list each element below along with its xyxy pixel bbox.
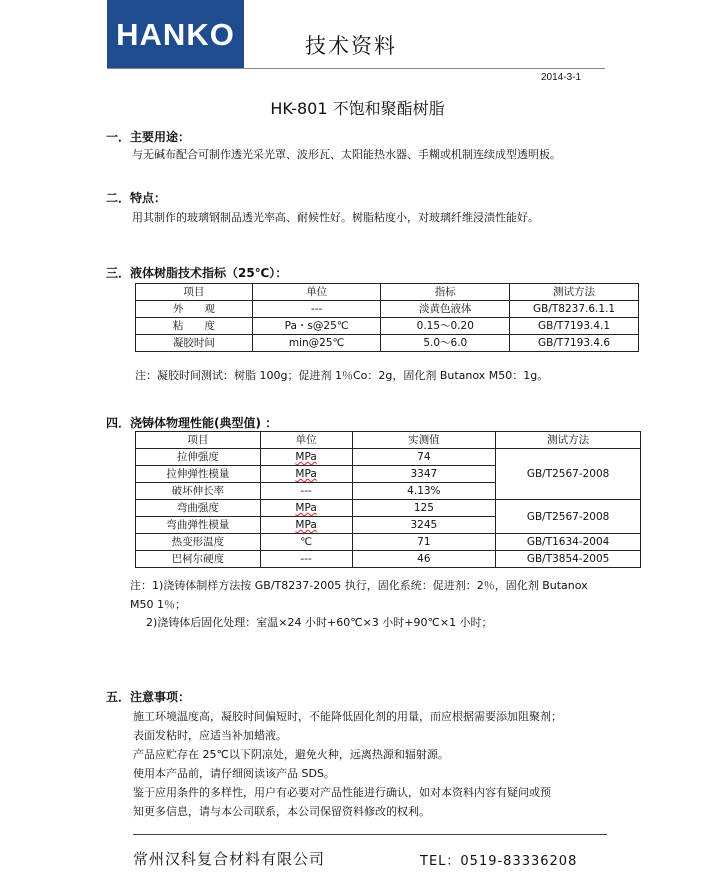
table-header-row: [136, 432, 641, 449]
table-row: [136, 551, 641, 568]
document-date: 2014-3-1: [541, 72, 582, 83]
section-4-note-2: 2)浇铸体后固化处理：室温×24 小时+60℃×3 小时+90℃×1 小时；: [146, 616, 493, 629]
unit-text: MPa: [295, 502, 317, 514]
table-row: [136, 335, 639, 352]
header-unit: 单位: [260, 432, 352, 449]
table-header-row: [136, 284, 639, 301]
cell-unit: ---: [260, 483, 352, 500]
header-method: 测试方法: [510, 284, 639, 301]
product-title: HK-801 不饱和聚酯树脂: [270, 99, 445, 118]
cell-unit: min@25℃: [252, 335, 381, 352]
cell-method: GB/T2567-2008: [496, 449, 641, 500]
table-row: [136, 301, 639, 318]
cell-item: 外 观: [136, 301, 253, 318]
section-5-title: 五．注意事项：: [106, 690, 191, 704]
section-3-title: 三．液体树脂技术指标（25℃）：: [106, 266, 288, 280]
cell-method: GB/T8237.6.1.1: [510, 301, 639, 318]
notice-line: 使用本产品前，请仔细阅读该产品 SDS。: [133, 767, 335, 780]
cell-unit: ---: [260, 551, 352, 568]
cell-unit: ℃: [260, 534, 352, 551]
notice-line: 知更多信息，请与本公司联系，本公司保留资料修改的权利。: [133, 805, 430, 818]
cell-item: 弯曲强度: [136, 500, 261, 517]
notice-line: 表面发粘时，应适当补加蜡液。: [133, 729, 287, 742]
notice-line: 产品应贮存在 25℃以下阴凉处，避免火种，远离热源和辐射源。: [133, 748, 449, 761]
company-phone: TEL：0519-83336208: [420, 854, 578, 869]
section-4-note-1-cont: M50 1％；: [130, 598, 186, 611]
cell-unit: [260, 517, 352, 534]
cell-item: 粘 度: [136, 318, 253, 335]
section-2-title: 二．特点：: [106, 191, 167, 205]
section-2-body: 用其制作的玻璃钢制品透光率高、耐候性好。树脂粘度小，对玻璃纤维浸渍性能好。: [132, 211, 539, 224]
header-value: 实测值: [352, 432, 496, 449]
table-row: [136, 449, 641, 466]
cell-method: GB/T2567-2008: [496, 500, 641, 534]
cell-item: 拉伸弹性模量: [136, 466, 261, 483]
cell-item: 热变形温度: [136, 534, 261, 551]
header-divider: [107, 68, 605, 69]
unit-text: MPa: [295, 519, 317, 531]
notice-line: 施工环境温度高，凝胶时间偏短时，不能降低固化剂的用量，而应根据需要添加阻聚剂；: [133, 710, 562, 723]
cell-value: 71: [352, 534, 496, 551]
hanko-logo: HANKO: [107, 0, 244, 69]
cell-method: GB/T1634-2004: [496, 534, 641, 551]
cell-unit: ---: [252, 301, 381, 318]
notice-line: 鉴于应用条件的多样性，用户有必要对产品性能进行确认，如对本资料内容有疑问或预: [133, 786, 551, 799]
header-unit: 单位: [252, 284, 381, 301]
cell-spec: 0.15～0.20: [381, 318, 510, 335]
unit-text: MPa: [295, 468, 317, 480]
cast-properties-table: [135, 431, 641, 568]
company-name: 常州汉科复合材料有限公司: [133, 850, 326, 868]
unit-text: MPa: [295, 451, 317, 463]
table-row: [136, 534, 641, 551]
liquid-resin-spec-table: [135, 283, 639, 352]
section-3-note: 注：凝胶时间测试：树脂 100g；促进剂 1％Co：2g，固化剂 Butanox M50：1g。: [135, 369, 549, 382]
cell-unit: [260, 466, 352, 483]
section-4-note-1: 注：1)浇铸体制样方法按 GB/T8237-2005 执行，固化系统：促进剂：2％，固化剂 Butanox: [130, 579, 588, 592]
cell-item: 拉伸强度: [136, 449, 261, 466]
section-4-title: 四．浇铸体物理性能(典型值) ：: [106, 416, 278, 430]
cell-item: 弯曲弹性模量: [136, 517, 261, 534]
header-item: 项目: [136, 284, 253, 301]
cell-value: 3245: [352, 517, 496, 534]
cell-method: GB/T7193.4.1: [510, 318, 639, 335]
cell-item: 凝胶时间: [136, 335, 253, 352]
cell-unit: [260, 500, 352, 517]
cell-value: 74: [352, 449, 496, 466]
cell-value: 125: [352, 500, 496, 517]
cell-unit: Pa・s@25℃: [252, 318, 381, 335]
header-method: 测试方法: [496, 432, 641, 449]
header-spec: 指标: [381, 284, 510, 301]
cell-spec: 淡黄色液体: [381, 301, 510, 318]
header-item: 项目: [136, 432, 261, 449]
document-title: 技术资料: [305, 34, 397, 58]
cell-item: 破坏伸长率: [136, 483, 261, 500]
table-row: [136, 500, 641, 517]
cell-method: GB/T3854-2005: [496, 551, 641, 568]
cell-value: 4.13%: [352, 483, 496, 500]
cell-method: GB/T7193.4.6: [510, 335, 639, 352]
table-row: [136, 318, 639, 335]
cell-value: 46: [352, 551, 496, 568]
section-1-title: 一．主要用途：: [106, 130, 191, 144]
cell-unit: [260, 449, 352, 466]
cell-item: 巴柯尔硬度: [136, 551, 261, 568]
footer-divider: [133, 834, 607, 835]
cell-spec: 5.0～6.0: [381, 335, 510, 352]
section-1-body: 与无碱布配合可制作透光采光罩、波形瓦、太阳能热水器、手糊或机制连续成型透明板。: [132, 148, 561, 161]
cell-value: 3347: [352, 466, 496, 483]
